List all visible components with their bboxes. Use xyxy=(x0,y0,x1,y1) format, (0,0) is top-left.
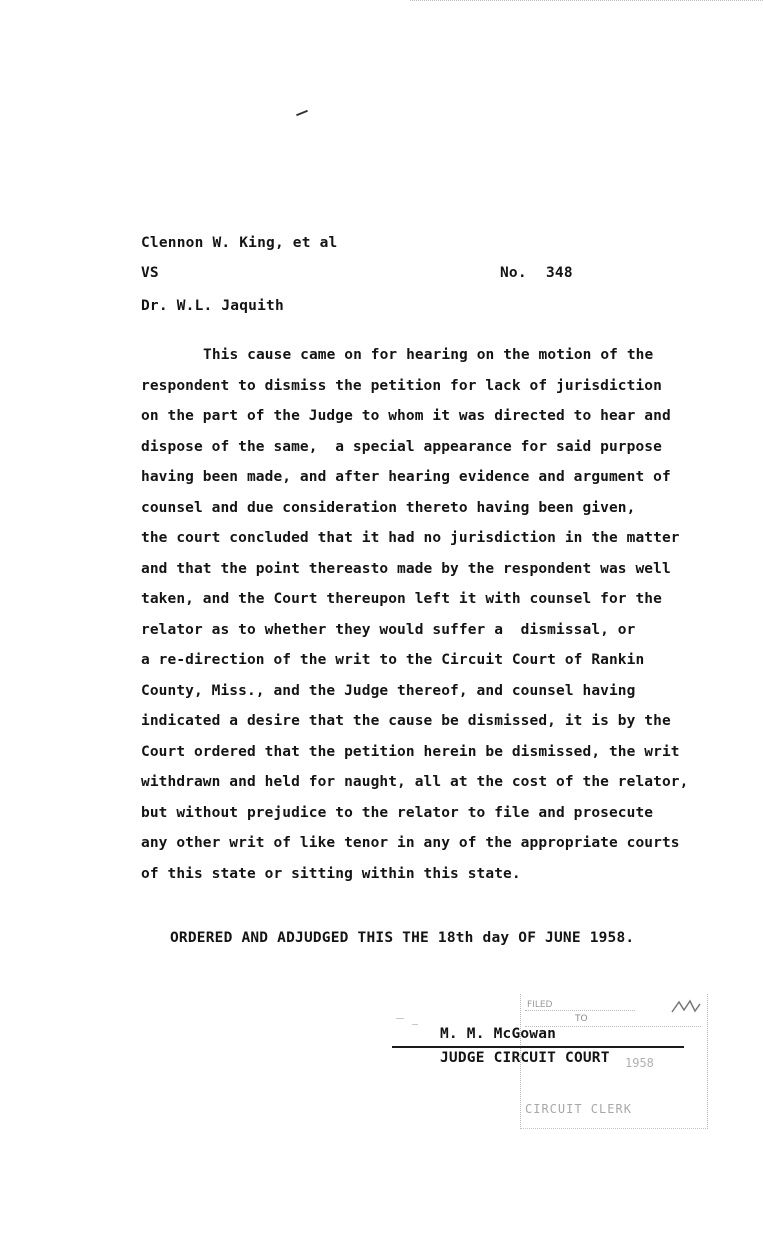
body-line: dispose of the same, a special appearance for said purpose xyxy=(141,438,662,455)
body-line: County, Miss., and the Judge thereof, and counsel having xyxy=(141,682,636,699)
stamp-scribble-icon xyxy=(671,998,701,1016)
body-line: relator as to whether they would suffer a dismissal, or xyxy=(141,621,636,638)
faint-dash-mark xyxy=(396,1018,404,1019)
body-line: but without prejudice to the relator to file and prosecute xyxy=(141,804,654,821)
faint-dash-mark xyxy=(412,1024,418,1025)
judge-signature-name: M. M. McGowan xyxy=(440,1026,557,1042)
ordered-adjudged-line: ORDERED AND ADJUDGED THIS THE 18th day OF JUNE 1958. xyxy=(170,930,635,946)
signature-rule xyxy=(392,1046,684,1048)
stamp-dotted-line xyxy=(525,1010,635,1012)
body-line: of this state or sitting within this state. xyxy=(141,865,521,882)
versus-label: VS xyxy=(141,265,159,281)
stamp-to-text: TO xyxy=(575,1014,588,1024)
body-line: taken, and the Court thereupon left it with counsel for the xyxy=(141,591,662,607)
body-line: indicated a desire that the cause be dismissed, it is by the xyxy=(141,713,671,729)
body-line: on the part of the Judge to whom it was directed to hear and xyxy=(141,408,671,424)
order-body-text xyxy=(141,340,701,889)
stamp-date-text: 1958 xyxy=(625,1056,654,1070)
body-line: and that the point thereasto made by the respondent was well xyxy=(141,560,671,577)
case-number-value: 348 xyxy=(546,265,573,281)
case-number-label: No. xyxy=(500,265,527,281)
plaintiff-caption: Clennon W. King, et al xyxy=(141,235,338,251)
judge-title: JUDGE CIRCUIT COURT xyxy=(440,1050,610,1066)
stamp-filed-text: FILED xyxy=(527,1000,553,1010)
body-line: withdrawn and held for naught, all at the cost of the relator, xyxy=(141,774,689,790)
body-line: the court concluded that it had no jurisdiction in the matter xyxy=(141,530,680,546)
defendant-caption: Dr. W.L. Jaquith xyxy=(141,298,284,314)
body-line: having been made, and after hearing evidence and argument of xyxy=(141,469,671,485)
top-edge-dotted-mark xyxy=(410,0,763,3)
body-line: This cause came on for hearing on the motion of the xyxy=(203,347,654,363)
body-line: respondent to dismiss the petition for lack of jurisdiction xyxy=(141,377,662,394)
body-line: a re-direction of the writ to the Circuit Court of Rankin xyxy=(141,652,645,668)
body-line: Court ordered that the petition herein be dismissed, the writ xyxy=(141,743,680,760)
body-line: any other writ of like tenor in any of the appropriate courts xyxy=(141,835,680,851)
stamp-clerk-text: CIRCUIT CLERK xyxy=(525,1102,632,1116)
body-line: counsel and due consideration thereto having been given, xyxy=(141,499,636,516)
stray-pen-mark xyxy=(296,110,308,116)
